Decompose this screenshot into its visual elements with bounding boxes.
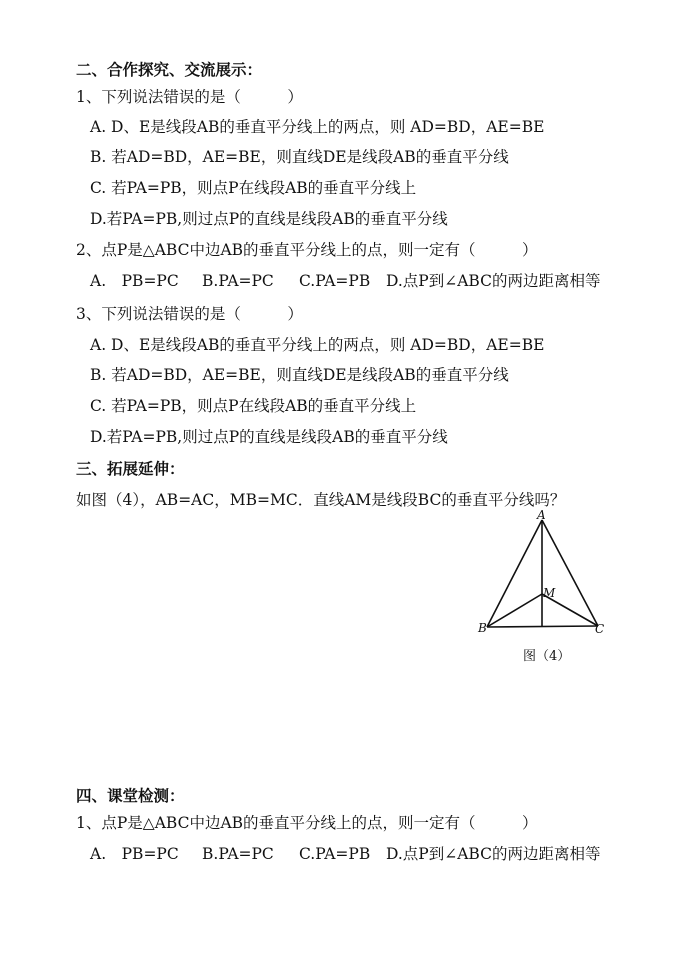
extension-problem: 如图（4），AB=AC，MB=MC．直线AM是线段BC的垂直平分线吗？ (76, 491, 566, 509)
section-4-heading: 四、课堂检测： (76, 786, 185, 805)
check-q1-option-b: B.PA=PC (202, 845, 274, 863)
q2-option-c: C.PA=PB (299, 272, 371, 290)
check-q1-stem: 1、点P是△ABC中边AB的垂直平分线上的点，则一定有（ ） (76, 814, 538, 832)
label-c: C (595, 622, 605, 636)
q1-option-c: C. 若PA=PB，则点P在线段AB的垂直平分线上 (90, 179, 417, 197)
q3-option-a: A. D、E是线段AB的垂直平分线上的两点，则 AD=BD，AE=BE (90, 336, 545, 354)
label-b: B (478, 621, 487, 635)
q2-option-a: A. PB=PC (90, 272, 179, 290)
q2-options (90, 271, 600, 291)
q2-option-d: D.点P到∠ABC的两边距离相等 (386, 272, 601, 290)
q2-stem: 2、点P是△ABC中边AB的垂直平分线上的点，则一定有（ ） (76, 241, 538, 259)
q3-option-b: B. 若AD=BD，AE=BE，则直线DE是线段AB的垂直平分线 (90, 366, 509, 384)
section-2-heading: 二、合作探究、交流展示： (76, 60, 263, 79)
q3-stem: 3、下列说法错误的是（ ） (76, 305, 303, 323)
check-q1-option-a: A. PB=PC (90, 845, 179, 863)
figure-caption: 图（4） (523, 649, 571, 664)
q2-option-b: B.PA=PC (202, 272, 274, 290)
q1-option-b: B. 若AD=BD，AE=BE，则直线DE是线段AB的垂直平分线 (90, 148, 509, 166)
check-q1-options (90, 844, 600, 864)
check-q1-option-c: C.PA=PB (299, 845, 371, 863)
section-3-heading: 三、拓展延伸： (76, 459, 185, 478)
triangle-figure (470, 506, 610, 636)
q1-option-a: A. D、E是线段AB的垂直平分线上的两点，则 AD=BD，AE=BE (90, 118, 545, 136)
label-m: M (543, 586, 556, 600)
q3-option-d: D.若PA=PB,则过点P的直线是线段AB的垂直平分线 (90, 428, 448, 446)
q3-option-c: C. 若PA=PB，则点P在线段AB的垂直平分线上 (90, 397, 417, 415)
q1-option-d: D.若PA=PB,则过点P的直线是线段AB的垂直平分线 (90, 210, 448, 228)
label-a: A (537, 508, 546, 522)
q1-stem: 1、下列说法错误的是（ ） (76, 88, 303, 106)
check-q1-option-d: D.点P到∠ABC的两边距离相等 (386, 845, 601, 863)
